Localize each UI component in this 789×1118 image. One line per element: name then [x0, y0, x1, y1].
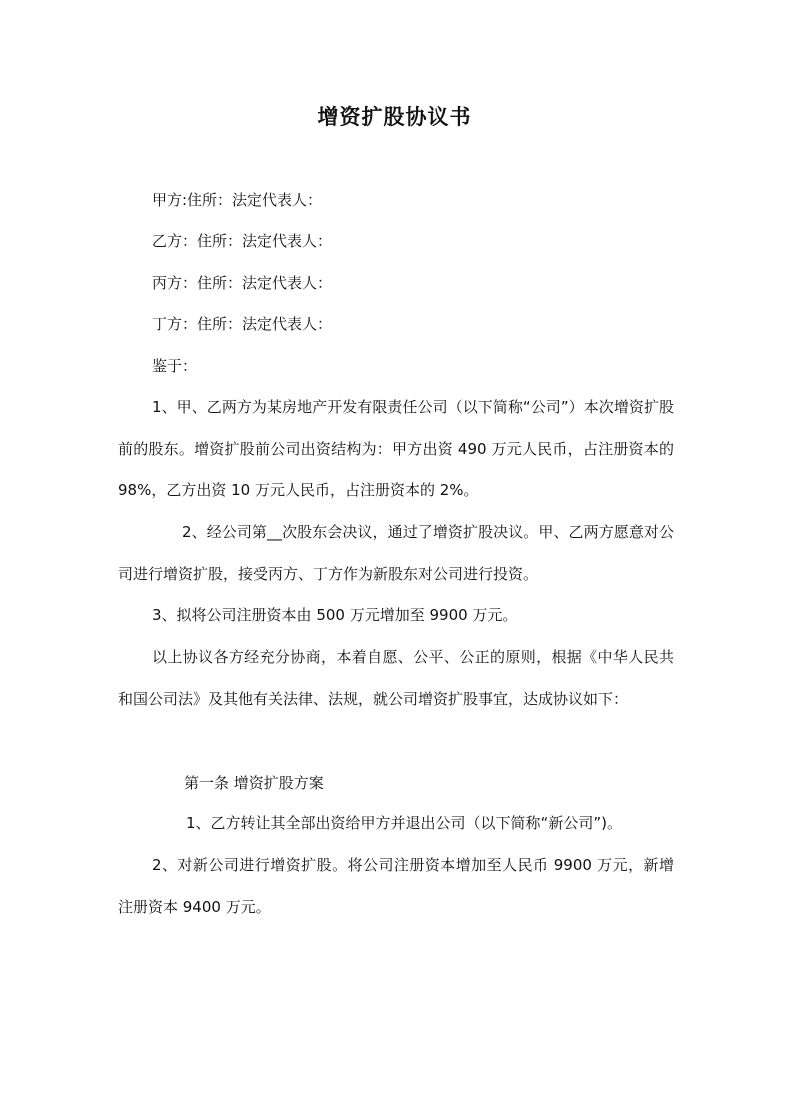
document-title: 增资扩股协议书 [317, 104, 472, 129]
party-bing-line: 丙方：住所：法定代表人： [152, 274, 333, 292]
party-jia-line: 甲方:住所：法定代表人： [152, 191, 323, 209]
recital-1-paragraph: 1、甲、乙两方为某房地产开发有限责任公司（以下简称“公司”）本次增资扩股前的股东。增资扩股前公司出资结构为：甲方出资 490 万元人民币，占注册资本的 98%，乙方出资 10 万元人民币，占注册资本的 2%。 [118, 398, 674, 499]
article-1-item-2-paragraph: 2、对新公司进行增资扩股。将公司注册资本增加至人民币 9900 万元，新增注册资本 9400 万元。 [118, 856, 674, 916]
whereas-label: 鉴于： [152, 357, 198, 375]
recital-3-paragraph: 3、拟将公司注册资本由 500 万元增加至 9900 万元。 [152, 606, 518, 624]
recital-2-paragraph: 2、经公司第__次股东会决议，通过了增资扩股决议。甲、乙两方愿意对公司进行增资扩股，接受丙方、丁方作为新股东对公司进行投资。 [118, 523, 674, 583]
party-ding-line: 丁方：住所：法定代表人： [152, 315, 333, 333]
article-1-heading: 第一条 增资扩股方案 [184, 774, 324, 792]
party-yi-line: 乙方：住所：法定代表人： [152, 232, 333, 250]
article-1-item-1-paragraph: 1、乙方转让其全部出资给甲方并退出公司（以下简称“新公司”)。 [186, 814, 622, 832]
preamble-paragraph: 以上协议各方经充分协商，本着自愿、公平、公正的原则，根据《中华人民共和国公司法》及其他有关法律、法规，就公司增资扩股事宜，达成协议如下： [118, 648, 674, 708]
